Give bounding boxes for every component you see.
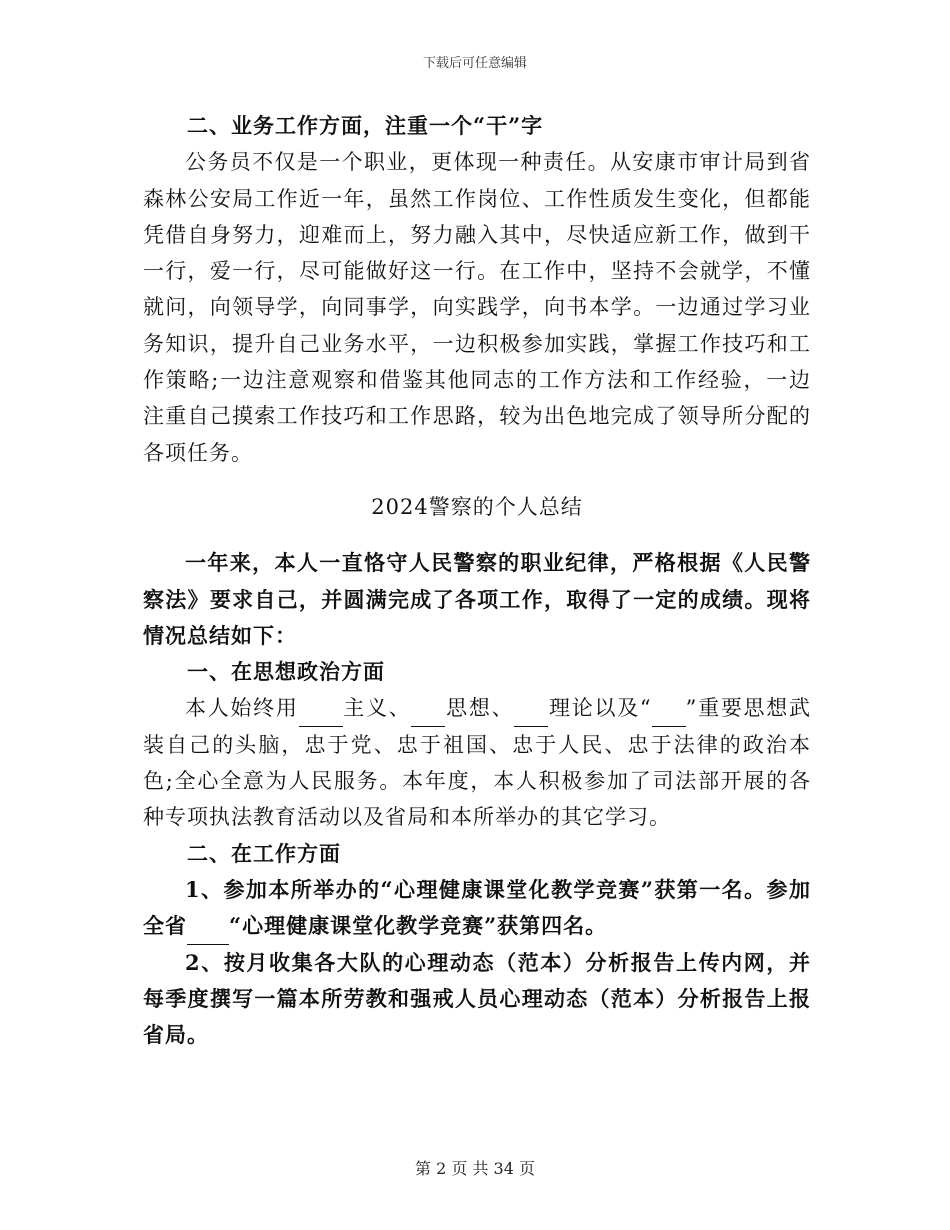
blank-line (411, 703, 445, 727)
section-heading-political: 一、在思想政治方面 (187, 659, 385, 685)
political-text-4: 理论以及“ (548, 696, 652, 721)
paragraph-business-work: 公务员不仅是一个职业，更体现一种责任。从安康市审计局到省森林公安局工作近一年，虽然工作岗位、工作性质发生变化，但都能凭借自身努力，迎难而上，努力融入其中，尽快适应新工作，做到干一行，爱一行，尽可能做好这一行。在工作中，坚持不会就学，不懂就问，向领导学，向同事学，向实践学，向书本学。一边通过学习业务知识，提升自己业务水平，一边积极参加实践，掌握工作技巧和工作策略;一边注意观察和借鉴其他同志的工作方法和工作经验，一边注重自己摸索工作技巧和工作思路，较为出色地完成了领导所分配的各项任务。 (143, 150, 811, 465)
section-heading-business-work: 二、业务工作方面，注重一个“干”字 (187, 113, 544, 138)
political-text-1: 本人始终用 (185, 696, 299, 721)
political-text-2: 主义、 (342, 696, 412, 721)
blank-line (187, 920, 229, 944)
document-body (143, 108, 811, 1053)
page-footer: 第 2 页 共 34 页 (415, 1159, 535, 1178)
political-text-5: ”重要思想武装自己的头脑，忠于党、忠于祖国、忠于人民、忠于法律的政治本色;全心全意为人民服务。本年度，本人积极参加了司法部开展的各种专项执法教育活动以及省局和本所举办的其它学习。 (143, 696, 811, 830)
blank-line (514, 703, 548, 727)
blank-line (299, 703, 343, 727)
work-item-1-text-b: “心理健康课堂化教学竞赛”获第四名。 (229, 913, 608, 939)
work-item-2: 2、按月收集各大队的心理动态（范本）分析报告上传内网，并每季度撰写一篇本所劳教和强戒人员心理动态（范本）分析报告上报省局。 (143, 949, 811, 1048)
page-header: 下载后可任意编辑 (422, 56, 527, 71)
political-text-3: 思想、 (445, 696, 515, 721)
work-item-1 (143, 872, 811, 945)
document-title: 2024警察的个人总结 (371, 494, 583, 519)
paragraph-political (143, 690, 811, 835)
work-item-1-text-a: 1、参加本所举办的“心理健康课堂化教学竞赛”获第一名。参加全省 (143, 876, 811, 939)
section-heading-work: 二、在工作方面 (187, 840, 341, 866)
intro-paragraph: 一年来，本人一直恪守人民警察的职业纪律，严格根据《人民警察法》要求自己，并圆满完成了各项工作，取得了一定的成绩。现将情况总结如下： (143, 550, 811, 648)
blank-line (652, 703, 686, 727)
